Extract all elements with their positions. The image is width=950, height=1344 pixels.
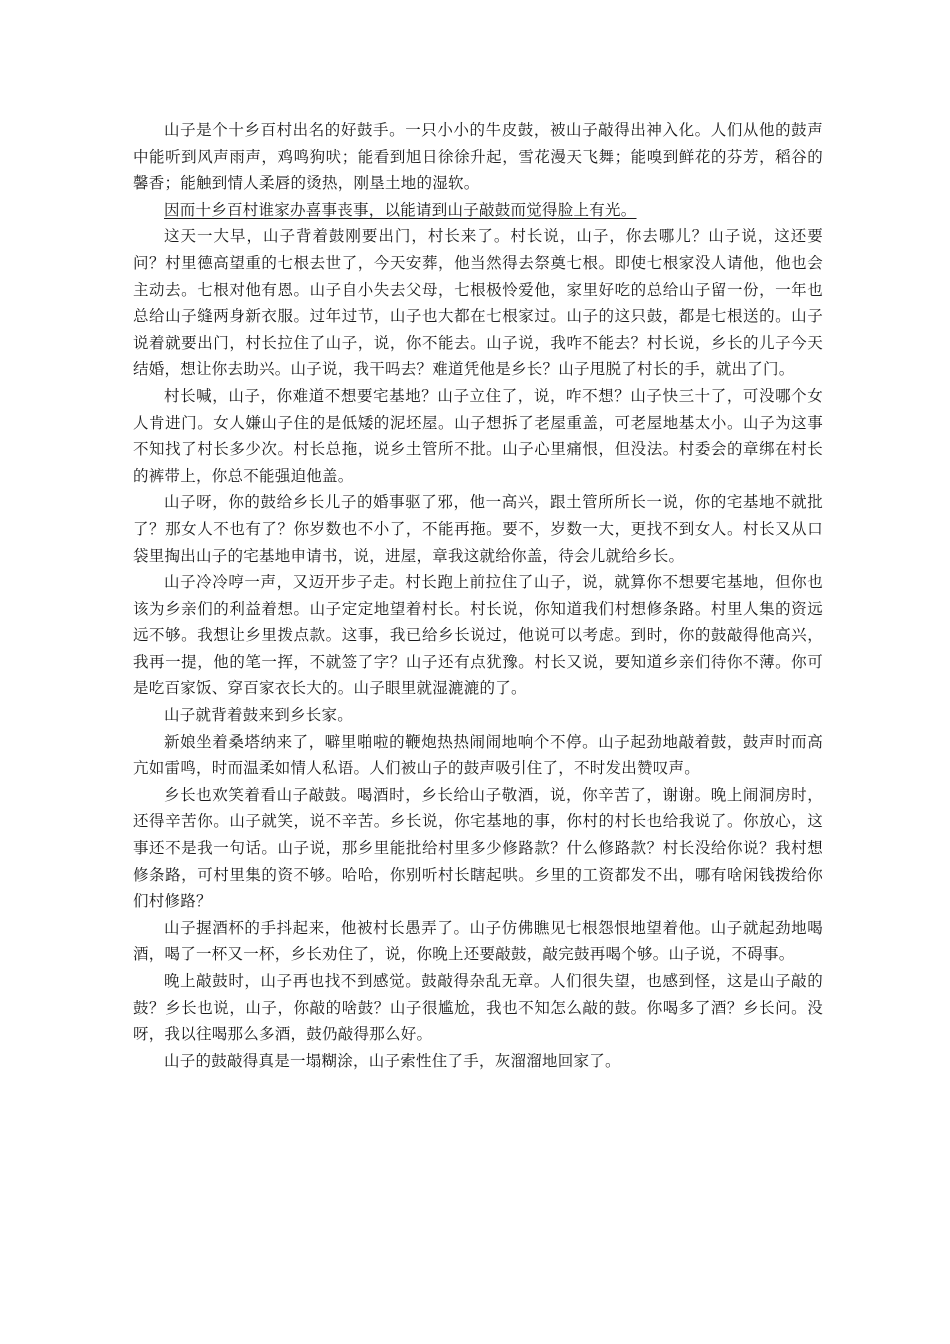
paragraph-11: 晚上敲鼓时，山子再也找不到感觉。鼓敲得杂乱无章。人们很失望，也感到怪，这是山子敲的鼓？乡长也说，山子，你敲的啥鼓？山子很尴尬，我也不知怎么敲的鼓。你喝多了酒？乡长问。没呀，我以往喝那么多酒，鼓仍敲得那么好。 [133, 972, 823, 1044]
paragraph-3: 这天一大早，山子背着鼓刚要出门，村长来了。村长说，山子，你去哪儿？山子说，这还要问？村里德高望重的七根去世了，今天安葬，他当然得去祭奠七根。即使七根家没人请他，他也会主动去。七根对他有恩。山子自小失去父母，七根极怜爱他，家里好吃的总给山子留一份，一年也总给山子缝两身新衣服。过年过节，山子也大都在七根家过。山子的这只鼓，都是七根送的。山子说着就要出门，村长拉住了山子，说，你不能去。山子说，我咋不能去？村长说，乡长的儿子今天结婚，想让你去助兴。山子说，我干吗去？难道凭他是乡长？山子甩脱了村长的手，就出了门。 [133, 227, 823, 379]
paragraph-5: 山子呀，你的鼓给乡长儿子的婚事驱了邪，他一高兴，跟土管所所长一说，你的宅基地不就批了？那女人不也有了？你岁数也不小了，不能再拖。要不，岁数一大，更找不到女人。村长又从口袋里掏出山子的宅基地申请书，说，进屋，章我这就给你盖，待会儿就给乡长。 [133, 493, 823, 565]
paragraph-8: 新娘坐着桑塔纳来了，噼里啪啦的鞭炮热热闹闹地响个不停。山子起劲地敲着鼓，鼓声时而高亢如雷鸣，时而温柔如情人私语。人们被山子的鼓声吸引住了，不时发出赞叹声。 [133, 732, 823, 778]
paragraph-9: 乡长也欢笑着看山子敲鼓。喝酒时，乡长给山子敬酒，说，你辛苦了，谢谢。晚上闹洞房时，还得辛苦你。山子就笑，说不辛苦。乡长说，你宅基地的事，你村的村长也给我说了。你放心，这事还不是我一句话。山子说，那乡里能批给村里多少修路款？什么修路款？村长没给你说？我村想修条路，可村里集的资不够。哈哈，你别听村长瞎起哄。乡里的工资都发不出，哪有啥闲钱拨给你们村修路？ [133, 785, 823, 911]
paragraph-4: 村长喊，山子，你难道不想要宅基地？山子立住了，说，咋不想？山子快三十了，可没哪个女人肯进门。女人嫌山子住的是低矮的泥坯屋。山子想拆了老屋重盖，可老屋地基太小。山子为这事不知找了村长多少次。村长总拖，说乡土管所不批。山子心里痛恨，但没法。村委会的章绑在村长的裤带上，你总不能强迫他盖。 [133, 386, 823, 485]
paragraph-2-underlined [133, 197, 823, 224]
story-text [133, 117, 823, 1074]
paragraph-7: 山子就背着鼓来到乡长家。 [164, 706, 354, 725]
paragraph-1: 山子是个十乡百村出名的好鼓手。一只小小的牛皮鼓，被山子敲得出神入化。人们从他的鼓声中能听到风声雨声，鸡鸣狗吠；能看到旭日徐徐升起，雪花漫天飞舞；能嗅到鲜花的芬芳，稻谷的馨香；能触到情人柔唇的烫热，刚垦土地的湿软。 [133, 121, 823, 193]
paragraph-12: 山子的鼓敲得真是一塌糊涂，山子索性住了手，灰溜溜地回家了。 [164, 1051, 621, 1070]
paragraph-6: 山子冷冷哼一声，又迈开步子走。村长跑上前拉住了山子，说，就算你不想要宅基地，但你也该为乡亲们的利益着想。山子定定地望着村长。村长说，你知道我们村想修条路。村里人集的资远远不够。我想让乡里拨点款。这事，我已给乡长说过，他说可以考虑。到时，你的鼓敲得他高兴，我再一提，他的笔一挥，不就签了字？山子还有点犹豫。村长又说，要知道乡亲们待你不薄。你可是吃百家饭、穿百家衣长大的。山子眼里就湿漉漉的了。 [133, 573, 823, 698]
paragraph-10: 山子握酒杯的手抖起来，他被村长愚弄了。山子仿佛瞧见七根怨恨地望着他。山子就起劲地喝酒，喝了一杯又一杯，乡长劝住了，说，你晚上还要敲鼓，敲完鼓再喝个够。山子说，不碍事。 [133, 918, 823, 964]
underlined-sentence: 因而十乡百村谁家办喜事丧事，以能请到山子敲鼓而觉得脸上有光。 [164, 200, 637, 219]
